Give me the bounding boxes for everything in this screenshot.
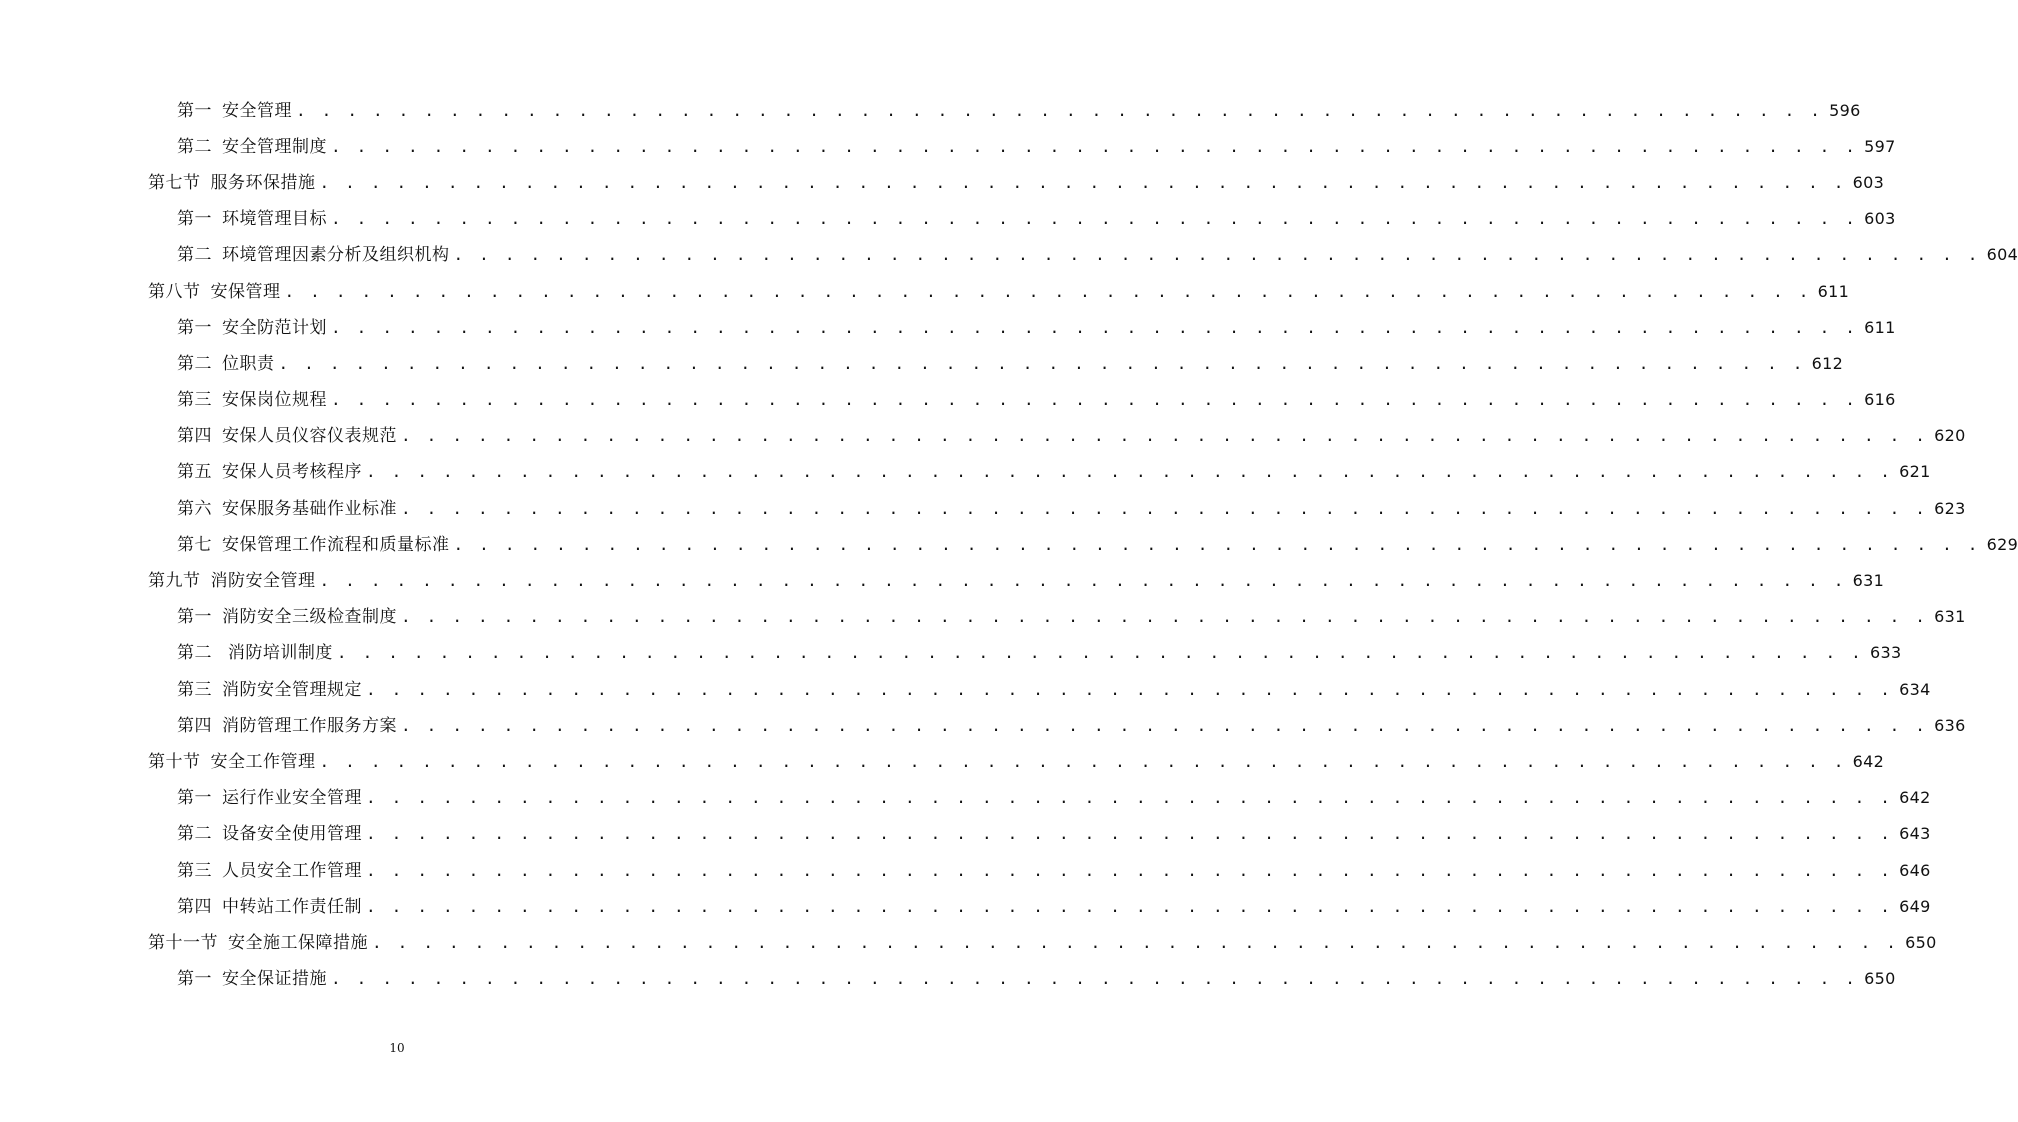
toc-entry-text: 人员安全工作管理	[222, 860, 362, 881]
toc-entry	[177, 530, 2018, 555]
toc-entry-text: 环境管理因素分析及组织机构	[222, 245, 450, 266]
toc-entry-title	[177, 819, 362, 844]
toc-entry-number: 第二	[177, 643, 212, 664]
toc-entry-number: 第四	[177, 896, 212, 917]
toc-entry-text: 消防安全三级检查制度	[222, 607, 397, 628]
toc-entry-title	[177, 602, 397, 627]
toc-entry-text: 安全管理制度	[222, 136, 327, 157]
toc-section-row[interactable]	[0, 741, 1885, 777]
toc-entry	[177, 204, 1896, 230]
toc-entry-number: 第一	[177, 209, 212, 230]
toc-dot-leader: . . . . . . . . . . . . . . . . . . . . . . . . . . . . . . . . . . . . . . . . . . . . . . . . . . . . . . . . . . . .	[331, 209, 1859, 229]
toc-entry-title	[177, 240, 450, 265]
toc-dot-leader: . . . . . . . . . . . . . . . . . . . . . . . . . . . . . . . . . . . . . . . . . . . . . . . . . . . . . . . . . . . .	[336, 643, 1865, 663]
toc-subsection-row[interactable]	[0, 126, 1896, 162]
toc-entry-page: 642	[1899, 788, 1931, 808]
toc-entry-title	[177, 711, 397, 736]
toc-dot-leader: . . . . . . . . . . . . . . . . . . . . . . . . . . . . . . . . . . . . . . . . . . . . . . . . . . . . . . . . . . . .	[401, 498, 1929, 518]
toc-subsection-row[interactable]	[0, 633, 1902, 669]
toc-entry-text: 安保管理工作流程和质量标准	[222, 534, 450, 555]
toc-entry	[177, 349, 1844, 374]
toc-entry	[148, 747, 1885, 772]
toc-entry-number: 第一	[177, 100, 212, 121]
toc-entry	[177, 819, 1931, 845]
page-number: 10	[389, 1041, 405, 1055]
toc-entry	[177, 856, 1931, 881]
toc-subsection-row[interactable]	[0, 380, 1896, 416]
toc-entry-page: 603	[1852, 172, 1885, 192]
toc-dot-leader: . . . . . . . . . . . . . . . . . . . . . . . . . . . . . . . . . . . . . . . . . . . . . . . . . . . . . . . . . . . .	[331, 136, 1859, 156]
toc-entry-number: 第十一节	[148, 932, 218, 953]
toc-entry-page: 631	[1852, 571, 1885, 591]
toc-dot-leader: . . . . . . . . . . . . . . . . . . . . . . . . . . . . . . . . . . . . . . . . . . . . . . . . . . . . . . . . . . . .	[296, 100, 1824, 120]
toc-subsection-row[interactable]	[0, 307, 1896, 343]
toc-entry-page: 650	[1864, 969, 1896, 989]
toc-section-row[interactable]	[0, 162, 1885, 198]
toc-dot-leader: . . . . . . . . . . . . . . . . . . . . . . . . . . . . . . . . . . . . . . . . . . . . . . . . . . . . . . . . . . . .	[319, 751, 1847, 771]
toc-entry-number: 第一	[177, 788, 212, 809]
toc-dot-leader: . . . . . . . . . . . . . . . . . . . . . . . . . . . . . . . . . . . . . . . . . . . . . . . . . . . . . . . . . . . .	[366, 679, 1894, 699]
toc-entry-page: 612	[1811, 353, 1844, 373]
toc-entry	[177, 892, 1931, 917]
toc-entry	[177, 132, 1896, 157]
toc-entry-number: 第六	[177, 498, 212, 519]
toc-entry-title	[148, 566, 316, 591]
toc-dot-leader: . . . . . . . . . . . . . . . . . . . . . . . . . . . . . . . . . . . . . . . . . . . . . . . . . . . . . . . . . . . .	[453, 245, 1981, 265]
toc-entry	[148, 928, 1937, 953]
toc-entry-title	[177, 856, 362, 881]
toc-entry-page: 603	[1864, 209, 1896, 229]
toc-entry-number: 第四	[177, 426, 212, 447]
toc-dot-leader: . . . . . . . . . . . . . . . . . . . . . . . . . . . . . . . . . . . . . . . . . . . . . . . . . . . . . . . . . . . .	[278, 353, 1806, 373]
toc-entry-title	[177, 132, 327, 157]
toc-entry-number: 第二	[177, 353, 212, 374]
toc-entry	[177, 240, 2018, 266]
toc-entry-page: 631	[1934, 607, 1966, 627]
toc-subsection-row[interactable]	[0, 814, 1931, 850]
toc-dot-leader: . . . . . . . . . . . . . . . . . . . . . . . . . . . . . . . . . . . . . . . . . . . . . . . . . . . . . . . . . . . .	[366, 824, 1894, 844]
toc-entry-title	[177, 964, 327, 989]
toc-entry-number: 第三	[177, 679, 212, 700]
toc-entry-number: 第五	[177, 462, 212, 483]
toc-entry	[148, 168, 1885, 193]
toc-entry-number: 第十节	[148, 751, 201, 772]
toc-dot-leader: . . . . . . . . . . . . . . . . . . . . . . . . . . . . . . . . . . . . . . . . . . . . . . . . . . . . . . . . . . . .	[284, 281, 1812, 301]
toc-subsection-row[interactable]	[0, 886, 1931, 922]
toc-subsection-row[interactable]	[0, 199, 1896, 235]
toc-entry-text: 安全工作管理	[210, 751, 316, 772]
toc-entry-number: 第三	[177, 390, 212, 411]
toc-section-row[interactable]	[0, 922, 1937, 958]
toc-entry-number: 第九节	[148, 571, 201, 592]
toc-entry-page: 646	[1899, 860, 1931, 880]
table-of-contents	[0, 90, 2018, 995]
toc-dot-leader: . . . . . . . . . . . . . . . . . . . . . . . . . . . . . . . . . . . . . . . . . . . . . . . . . . . . . . . . . . . .	[331, 969, 1859, 989]
toc-entry-page: 616	[1864, 390, 1896, 410]
toc-dot-leader: . . . . . . . . . . . . . . . . . . . . . . . . . . . . . . . . . . . . . . . . . . . . . . . . . . . . . . . . . . . .	[331, 317, 1859, 337]
toc-section-row[interactable]	[0, 560, 1885, 596]
toc-entry-title	[177, 675, 362, 700]
toc-entry-number: 第七节	[148, 172, 201, 193]
toc-entry-text: 安保人员考核程序	[222, 462, 362, 483]
toc-entry-text: 位职责	[222, 353, 275, 374]
toc-dot-leader: . . . . . . . . . . . . . . . . . . . . . . . . . . . . . . . . . . . . . . . . . . . . . . . . . . . . . . . . . . . .	[453, 534, 1981, 554]
toc-entry-text: 安保管理	[210, 281, 281, 302]
toc-dot-leader: . . . . . . . . . . . . . . . . . . . . . . . . . . . . . . . . . . . . . . . . . . . . . . . . . . . . . . . . . . . .	[319, 571, 1847, 591]
toc-entry	[177, 96, 1861, 121]
toc-entry-title	[148, 168, 316, 193]
toc-subsection-row[interactable]	[0, 850, 1931, 886]
toc-entry-text: 安全管理	[222, 100, 292, 121]
toc-subsection-row[interactable]	[0, 778, 1931, 814]
toc-entry-page: 634	[1899, 679, 1931, 699]
toc-entry-number: 第三	[177, 860, 212, 881]
toc-entry-page: 621	[1899, 462, 1931, 482]
toc-entry-title	[177, 385, 327, 410]
toc-entry	[177, 457, 1931, 483]
toc-entry-page: 620	[1934, 426, 1966, 446]
toc-entry-text: 安保岗位规程	[222, 390, 327, 411]
toc-dot-leader: . . . . . . . . . . . . . . . . . . . . . . . . . . . . . . . . . . . . . . . . . . . . . . . . . . . . . . . . . . . .	[366, 788, 1894, 808]
toc-entry-text: 安全防范计划	[222, 317, 327, 338]
toc-dot-leader: . . . . . . . . . . . . . . . . . . . . . . . . . . . . . . . . . . . . . . . . . . . . . . . . . . . . . . . . . . . .	[372, 932, 1900, 952]
toc-entry-number: 第二	[177, 245, 212, 266]
toc-dot-leader: . . . . . . . . . . . . . . . . . . . . . . . . . . . . . . . . . . . . . . . . . . . . . . . . . . . . . . . . . . . .	[366, 896, 1894, 916]
toc-entry	[177, 602, 1966, 628]
toc-entry-text: 消防安全管理规定	[222, 679, 362, 700]
toc-entry-title	[177, 349, 275, 374]
toc-entry-text: 安全保证措施	[222, 969, 327, 990]
toc-entry-page: 611	[1864, 317, 1896, 337]
toc-entry-text: 中转站工作责任制	[222, 896, 362, 917]
toc-entry-number: 第七	[177, 534, 212, 555]
toc-entry	[177, 385, 1896, 411]
toc-entry-title	[177, 313, 327, 338]
toc-entry-text: 安保服务基础作业标准	[222, 498, 397, 519]
toc-entry-title	[177, 783, 362, 808]
toc-entry-title	[177, 892, 362, 917]
toc-subsection-row[interactable]	[0, 488, 1966, 524]
toc-entry-title	[177, 457, 362, 482]
toc-entry-page: 650	[1905, 932, 1937, 952]
toc-subsection-row[interactable]	[0, 669, 1931, 705]
toc-entry-page: 623	[1934, 498, 1966, 518]
toc-entry	[177, 711, 1966, 736]
toc-subsection-row[interactable]	[0, 452, 1931, 488]
toc-entry-page: 611	[1817, 281, 1850, 301]
toc-entry-number: 第二	[177, 824, 212, 845]
toc-entry-text: 安保人员仪容仪表规范	[222, 426, 397, 447]
toc-entry-text: 安全施工保障措施	[228, 932, 368, 953]
toc-entry-title	[177, 96, 292, 121]
toc-entry-title	[148, 747, 316, 772]
toc-section-row[interactable]	[0, 271, 1850, 307]
toc-entry-page: 597	[1864, 136, 1896, 156]
toc-dot-leader: . . . . . . . . . . . . . . . . . . . . . . . . . . . . . . . . . . . . . . . . . . . . . . . . . . . . . . . . . . . .	[366, 462, 1894, 482]
toc-entry-title	[177, 530, 450, 555]
toc-entry-title	[177, 494, 397, 519]
toc-dot-leader: . . . . . . . . . . . . . . . . . . . . . . . . . . . . . . . . . . . . . . . . . . . . . . . . . . . . . . . . . . . .	[401, 426, 1929, 446]
toc-entry-number: 第八节	[148, 281, 201, 302]
toc-entry-text: 消防培训制度	[222, 643, 333, 664]
toc-entry-text: 服务环保措施	[210, 172, 316, 193]
toc-entry-text: 设备安全使用管理	[222, 824, 362, 845]
toc-entry	[148, 277, 1850, 302]
toc-entry	[177, 675, 1931, 700]
toc-entry-page: 596	[1829, 100, 1861, 120]
toc-subsection-row[interactable]	[0, 959, 1896, 995]
toc-entry-page: 629	[1986, 534, 2018, 554]
toc-entry-number: 第一	[177, 969, 212, 990]
toc-entry-page: 604	[1986, 245, 2018, 265]
toc-entry-title	[177, 638, 333, 663]
toc-entry-text: 环境管理目标	[222, 209, 327, 230]
toc-subsection-row[interactable]	[0, 705, 1966, 741]
toc-entry-number: 第四	[177, 715, 212, 736]
toc-entry	[177, 783, 1931, 809]
toc-subsection-row[interactable]	[0, 416, 1966, 452]
toc-entry-page: 633	[1870, 643, 1902, 663]
toc-dot-leader: . . . . . . . . . . . . . . . . . . . . . . . . . . . . . . . . . . . . . . . . . . . . . . . . . . . . . . . . . . . .	[319, 172, 1847, 192]
toc-entry	[177, 964, 1896, 990]
toc-entry-title	[148, 277, 281, 302]
toc-entry-text: 运行作业安全管理	[222, 788, 362, 809]
toc-entry	[177, 421, 1966, 447]
toc-subsection-row[interactable]	[0, 524, 2018, 560]
toc-subsection-row[interactable]	[0, 90, 1861, 126]
toc-entry-title	[148, 928, 368, 953]
toc-entry	[148, 566, 1885, 592]
toc-entry	[177, 638, 1902, 664]
toc-subsection-row[interactable]	[0, 343, 1844, 379]
toc-dot-leader: . . . . . . . . . . . . . . . . . . . . . . . . . . . . . . . . . . . . . . . . . . . . . . . . . . . . . . . . . . . .	[366, 860, 1894, 880]
toc-dot-leader: . . . . . . . . . . . . . . . . . . . . . . . . . . . . . . . . . . . . . . . . . . . . . . . . . . . . . . . . . . . .	[401, 607, 1929, 627]
toc-entry-page: 649	[1899, 896, 1931, 916]
toc-entry-page: 643	[1899, 824, 1931, 844]
toc-entry	[177, 313, 1896, 338]
toc-entry-number: 第一	[177, 317, 212, 338]
toc-entry	[177, 494, 1966, 519]
toc-entry-number: 第一	[177, 607, 212, 628]
toc-entry-text: 消防管理工作服务方案	[222, 715, 397, 736]
toc-dot-leader: . . . . . . . . . . . . . . . . . . . . . . . . . . . . . . . . . . . . . . . . . . . . . . . . . . . . . . . . . . . .	[401, 715, 1929, 735]
toc-entry-page: 642	[1852, 751, 1885, 771]
toc-entry-text: 消防安全管理	[210, 571, 316, 592]
toc-entry-title	[177, 421, 397, 446]
toc-dot-leader: . . . . . . . . . . . . . . . . . . . . . . . . . . . . . . . . . . . . . . . . . . . . . . . . . . . . . . . . . . . .	[331, 390, 1859, 410]
toc-entry-number: 第二	[177, 136, 212, 157]
toc-entry-title	[177, 204, 327, 229]
toc-entry-page: 636	[1934, 715, 1966, 735]
toc-subsection-row[interactable]	[0, 597, 1966, 633]
toc-subsection-row[interactable]	[0, 235, 2018, 271]
